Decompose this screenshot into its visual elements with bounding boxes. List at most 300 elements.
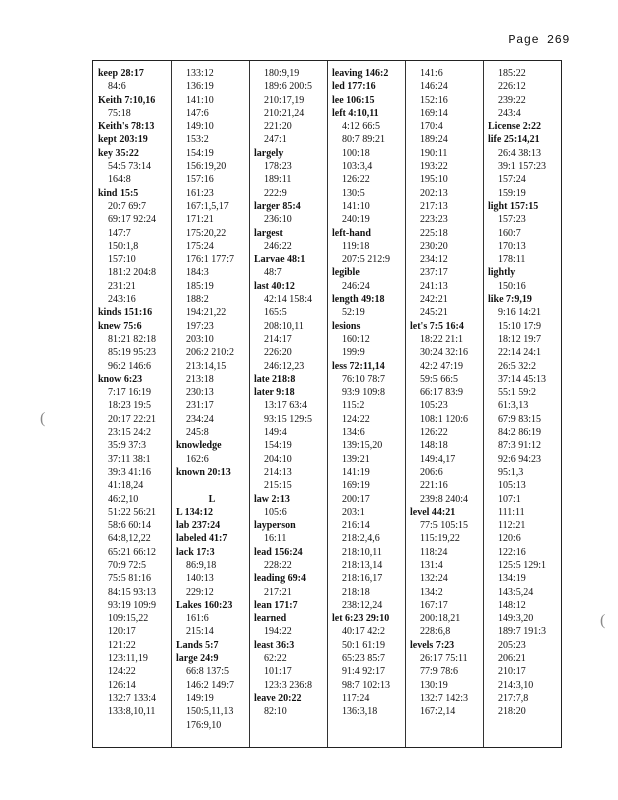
page-reference: 141:6 xyxy=(420,68,443,79)
page-reference: 230:13 xyxy=(186,387,214,399)
page-reference: 126:22 xyxy=(342,174,370,186)
index-column-5 xyxy=(410,67,482,743)
page-reference: 208:10,11 xyxy=(264,320,304,332)
page-reference: 156:19,20 xyxy=(186,161,227,173)
page-reference: 217:7,8 xyxy=(498,692,529,704)
page-reference: 150:5,11,13 xyxy=(186,706,234,718)
page-reference: 105:23 xyxy=(420,400,448,412)
page-reference: 180:9,19 xyxy=(264,68,300,79)
page-reference: 126:14 xyxy=(108,679,136,691)
page-reference: 149:19 xyxy=(186,692,214,704)
page-reference: 162:6 xyxy=(186,453,209,465)
page-reference: 26:4 38:13 xyxy=(498,147,542,159)
page-reference: 175:24 xyxy=(186,240,214,252)
page-reference: 246:24 xyxy=(342,280,370,292)
index-term: L 134:12 xyxy=(176,506,213,518)
page-reference: 236:10 xyxy=(264,214,292,226)
page-reference: 181:2 204:8 xyxy=(108,267,157,279)
page-reference: 147:6 xyxy=(186,107,209,119)
page-reference: 141:10 xyxy=(342,200,370,212)
page-reference: 234:12 xyxy=(420,254,448,266)
index-term: last 40:12 xyxy=(254,280,295,292)
page-reference: 13:17 63:4 xyxy=(264,400,308,412)
index-term: levels 7:23 xyxy=(410,639,455,651)
page-reference: 86:9,18 xyxy=(186,559,217,571)
page-reference: 241:13 xyxy=(420,280,448,292)
page-reference: 75:5 81:16 xyxy=(108,573,152,585)
page-reference: 214:17 xyxy=(264,333,292,345)
page-reference: 221:20 xyxy=(264,121,292,133)
page-reference: 107:1 xyxy=(498,493,521,505)
page-reference: 65:21 66:12 xyxy=(108,546,157,558)
page-reference: 64:8,12,22 xyxy=(108,533,151,545)
page-reference: 178:23 xyxy=(264,161,292,173)
page-reference xyxy=(176,479,248,492)
page-reference: 218:10,11 xyxy=(342,546,382,558)
page-reference: 123:3 236:8 xyxy=(264,679,313,691)
page-reference: 189:11 xyxy=(264,174,292,186)
page-reference: 37:11 38:1 xyxy=(108,453,151,465)
page-reference: 213:18 xyxy=(186,373,214,385)
page-reference: 228:6,8 xyxy=(420,626,451,638)
index-term: let 6:23 29:10 xyxy=(332,613,390,625)
page-reference: 20:7 69:7 xyxy=(108,200,147,212)
page-reference: 77:9 78:6 xyxy=(420,666,459,678)
index-term: like 7:9,19 xyxy=(488,294,532,306)
index-term: least 36:3 xyxy=(254,639,295,651)
index-term: life 25:14,21 xyxy=(488,134,540,146)
page-reference: 231:17 xyxy=(186,400,214,412)
index-term: largest xyxy=(254,227,283,239)
page-reference: 218:16,17 xyxy=(342,573,383,585)
page-reference: 222:9 xyxy=(264,187,287,199)
page-reference: 93:15 129:5 xyxy=(264,413,313,425)
column-divider xyxy=(483,61,484,747)
page-reference: 189:7 191:3 xyxy=(498,626,547,638)
index-term: late 218:8 xyxy=(254,373,296,385)
page-reference: 149:4 xyxy=(264,427,287,439)
page-reference: 154:19 xyxy=(264,440,292,452)
page-reference: 143:5,24 xyxy=(498,586,534,598)
page-reference: 206:6 xyxy=(420,466,443,478)
page-reference: 15:10 17:9 xyxy=(498,320,542,332)
margin-scan-mark: ( xyxy=(40,410,46,427)
page-reference: 218:2,4,6 xyxy=(342,533,380,545)
page-reference: 243:4 xyxy=(498,107,521,119)
page-reference: 139:21 xyxy=(342,453,370,465)
page-reference: 185:22 xyxy=(498,68,526,79)
page-reference: 247:1 xyxy=(264,134,287,146)
index-term: learned xyxy=(254,613,287,625)
page-reference: 126:22 xyxy=(420,427,448,439)
index-term: light 157:15 xyxy=(488,200,539,212)
page-reference: 225:18 xyxy=(420,227,448,239)
page-reference: 150:16 xyxy=(498,280,526,292)
page-reference: 153:2 xyxy=(186,134,209,146)
page-reference: 96:2 146:6 xyxy=(108,360,152,372)
page-reference: 39:1 157:23 xyxy=(498,161,547,173)
page-reference: 185:19 xyxy=(186,280,214,292)
page-reference: 69:17 92:24 xyxy=(108,214,157,226)
index-term: less 72:11,14 xyxy=(332,360,385,372)
page-reference: 103:3,4 xyxy=(342,161,373,173)
page-reference: 239:8 240:4 xyxy=(420,493,469,505)
index-term: let's 7:5 16:4 xyxy=(410,320,464,332)
index-term: lean 171:7 xyxy=(254,599,298,611)
page-reference: 237:17 xyxy=(420,267,448,279)
page-reference: 125:5 129:1 xyxy=(498,559,547,571)
page-reference: 42:2 47:19 xyxy=(420,360,464,372)
page-reference: 157:24 xyxy=(498,174,526,186)
page-reference: 131:4 xyxy=(420,559,443,571)
index-term: lesions xyxy=(332,320,361,332)
page-reference: 213:14,15 xyxy=(186,360,227,372)
page-reference: 161:23 xyxy=(186,187,214,199)
page-reference: 133:8,10,11 xyxy=(108,706,156,718)
index-term: led 177:16 xyxy=(332,81,376,93)
page-reference: 40:17 42:2 xyxy=(342,626,386,638)
page-reference: 124:22 xyxy=(342,413,370,425)
index-column-1 xyxy=(98,67,170,743)
page-reference: 105:6 xyxy=(264,506,287,518)
page-reference: 18:12 19:7 xyxy=(498,333,542,345)
page-reference: 230:20 xyxy=(420,240,448,252)
page-reference: 218:20 xyxy=(498,706,526,718)
page-reference: 81:21 82:18 xyxy=(108,333,157,345)
page-reference: 70:9 72:5 xyxy=(108,559,147,571)
page-reference: 229:12 xyxy=(186,586,214,598)
column-divider xyxy=(249,61,250,747)
page-reference: 109:15,22 xyxy=(108,613,149,625)
page-reference: 58:6 60:14 xyxy=(108,520,152,532)
page-reference: 240:19 xyxy=(342,214,370,226)
page-reference: 42:14 158:4 xyxy=(264,294,313,306)
column-divider xyxy=(327,61,328,747)
page-reference: 193:22 xyxy=(420,161,448,173)
page-reference: 51:22 56:21 xyxy=(108,506,157,518)
page-reference: 117:24 xyxy=(342,692,370,704)
page-reference: 200:18,21 xyxy=(420,613,461,625)
page-reference: 152:16 xyxy=(420,94,448,106)
index-term: lee 106:15 xyxy=(332,94,375,106)
page-reference: 76:10 78:7 xyxy=(342,373,386,385)
page-reference: 160:7 xyxy=(498,227,521,239)
page-reference: 120:6 xyxy=(498,533,521,545)
page-reference: 242:21 xyxy=(420,294,448,306)
page-reference: 228:22 xyxy=(264,559,292,571)
page-reference: 130:19 xyxy=(420,679,448,691)
index-term: leaving 146:2 xyxy=(332,68,389,79)
page-reference: 206:21 xyxy=(498,653,526,665)
page-reference: 205:23 xyxy=(498,639,526,651)
page-reference: 218:18 xyxy=(342,586,370,598)
index-term: left-hand xyxy=(332,227,371,239)
page-reference: 134:19 xyxy=(498,573,526,585)
page-reference: 132:24 xyxy=(420,573,448,585)
page-reference: 98:7 102:13 xyxy=(342,679,391,691)
page-reference: 246:12,23 xyxy=(264,360,305,372)
page-reference: 136:19 xyxy=(186,81,214,93)
page-reference: 169:19 xyxy=(342,480,370,492)
page-reference: 136:3,18 xyxy=(342,706,378,718)
page-reference: 134:2 xyxy=(420,586,443,598)
page-reference: 105:13 xyxy=(498,480,526,492)
page-reference: 167:1,5,17 xyxy=(186,200,229,212)
page-reference: 218:13,14 xyxy=(342,559,383,571)
page-reference: 115:2 xyxy=(342,400,365,412)
page-reference: 93:19 109:9 xyxy=(108,599,157,611)
index-term: kept 203:19 xyxy=(98,134,148,146)
page-reference: 133:12 xyxy=(186,68,214,79)
page-reference: 132:7 133:4 xyxy=(108,692,157,704)
page-reference: 37:14 45:13 xyxy=(498,373,547,385)
index-term: Larvae 48:1 xyxy=(254,254,306,266)
page-reference: 121:22 xyxy=(108,639,136,651)
page-reference: 130:5 xyxy=(342,187,365,199)
page-reference: 160:12 xyxy=(342,333,370,345)
page-reference: 210:17,19 xyxy=(264,94,305,106)
page-reference: 238:12,24 xyxy=(342,599,383,611)
page-reference: 93:9 109:8 xyxy=(342,387,386,399)
page-reference: 141:10 xyxy=(186,94,214,106)
index-term: leave 20:22 xyxy=(254,692,302,704)
page-reference: 23:15 24:2 xyxy=(108,427,152,439)
page-reference: 59:5 66:5 xyxy=(420,373,459,385)
page-reference: 171:21 xyxy=(186,214,214,226)
index-term: key 35:22 xyxy=(98,147,139,159)
page-reference: 197:23 xyxy=(186,320,214,332)
index-term: legible xyxy=(332,267,360,279)
page-reference: 54:5 73:14 xyxy=(108,161,152,173)
page-reference: 7:17 16:19 xyxy=(108,387,152,399)
index-term: lab 237:24 xyxy=(176,520,221,532)
page-reference: 234:24 xyxy=(186,413,214,425)
page-reference: 61:3,13 xyxy=(498,400,529,412)
page-reference: 149:4,17 xyxy=(420,453,456,465)
page-reference: 203:10 xyxy=(186,333,214,345)
page-reference: 148:12 xyxy=(498,599,526,611)
page-reference: 190:11 xyxy=(420,147,448,159)
page-reference: 80:7 89:21 xyxy=(342,134,386,146)
index-term: know 6:23 xyxy=(98,373,143,385)
page-reference: 22:14 24:1 xyxy=(498,347,542,359)
index-term: known 20:13 xyxy=(176,466,231,478)
index-term: Keith 7:10,16 xyxy=(98,94,156,106)
page-reference: 195:10 xyxy=(420,174,448,186)
page-reference: 101:17 xyxy=(264,666,292,678)
page-reference: 206:2 210:2 xyxy=(186,347,235,359)
page-reference: 245:21 xyxy=(420,307,448,319)
page-reference: 178:11 xyxy=(498,254,526,266)
page-reference: 9:16 14:21 xyxy=(498,307,542,319)
page-reference: 134:6 xyxy=(342,427,365,439)
page-reference: 202:13 xyxy=(420,187,448,199)
page-reference: 84:6 xyxy=(108,81,126,93)
page-reference: 111:11 xyxy=(498,506,525,518)
page-reference: 170:4 xyxy=(420,121,443,133)
page-reference: 246:22 xyxy=(264,240,292,252)
page-reference: 95:1,3 xyxy=(498,466,524,478)
page-reference: 75:18 xyxy=(108,107,131,119)
page-reference: 245:8 xyxy=(186,427,209,439)
page-reference: 52:19 xyxy=(342,307,365,319)
page-reference: 210:21,24 xyxy=(264,107,305,119)
page-reference: 149:10 xyxy=(186,121,214,133)
page-reference: 175:20,22 xyxy=(186,227,227,239)
page-reference: 84:2 86:19 xyxy=(498,427,542,439)
index-column-2 xyxy=(176,67,248,743)
page-reference: 159:19 xyxy=(498,187,526,199)
page-reference: 122:16 xyxy=(498,546,526,558)
index-term: large 24:9 xyxy=(176,653,219,665)
page-reference: 169:14 xyxy=(420,107,448,119)
index-term: Keith's 78:13 xyxy=(98,121,155,133)
index-term: labeled 41:7 xyxy=(176,533,228,545)
index-column-3 xyxy=(254,67,326,743)
page-reference: 157:23 xyxy=(498,214,526,226)
page-reference: 146:24 xyxy=(420,81,448,93)
page-reference: 41:18,24 xyxy=(108,480,144,492)
page-reference: 188:2 xyxy=(186,294,209,306)
page-reference: 87:3 91:12 xyxy=(498,440,542,452)
page-reference: 112:21 xyxy=(498,520,526,532)
page-reference: 147:7 xyxy=(108,227,131,239)
page-reference: 231:21 xyxy=(108,280,136,292)
index-term: largely xyxy=(254,147,284,159)
page-reference: 26:17 75:11 xyxy=(420,653,468,665)
page-reference: 217:13 xyxy=(420,200,448,212)
page-reference: 194:22 xyxy=(264,626,292,638)
page-reference: 55:1 59:2 xyxy=(498,387,537,399)
page-reference: 207:5 212:9 xyxy=(342,254,391,266)
index-term: lead 156:24 xyxy=(254,546,303,558)
page-reference: 226:12 xyxy=(498,81,526,93)
page-reference: 167:2,14 xyxy=(420,706,456,718)
page-reference: 119:18 xyxy=(342,240,370,252)
page-reference: 216:14 xyxy=(342,520,370,532)
column-divider xyxy=(405,61,406,747)
page-reference: 35:9 37:3 xyxy=(108,440,147,452)
page-reference: 46:2,10 xyxy=(108,493,139,505)
page-reference: 154:19 xyxy=(186,147,214,159)
index-term: leading 69:4 xyxy=(254,573,306,585)
index-term: keep 28:17 xyxy=(98,68,144,79)
page-reference: 200:17 xyxy=(342,493,370,505)
index-term: level 44:21 xyxy=(410,506,456,518)
page-reference: 91:4 92:17 xyxy=(342,666,386,678)
page-reference: 170:13 xyxy=(498,240,526,252)
page-reference: 85:19 95:23 xyxy=(108,347,157,359)
page-reference: 141:19 xyxy=(342,466,370,478)
page-reference: 199:9 xyxy=(342,347,365,359)
page-reference: 150:1,8 xyxy=(108,240,139,252)
section-letter: L xyxy=(208,493,216,505)
page-reference: 100:18 xyxy=(342,147,370,159)
page-reference: 139:15,20 xyxy=(342,440,383,452)
column-divider xyxy=(171,61,172,747)
page-reference: 18:23 19:5 xyxy=(108,400,152,412)
page-reference: 189:24 xyxy=(420,134,448,146)
page-reference: 243:16 xyxy=(108,294,136,306)
index-column-4 xyxy=(332,67,404,743)
page-reference: 18:22 21:1 xyxy=(420,333,464,345)
page-reference: 39:3 41:16 xyxy=(108,466,152,478)
index-term: lack 17:3 xyxy=(176,546,215,558)
page-reference: 118:24 xyxy=(420,546,448,558)
page-reference: 65:23 85:7 xyxy=(342,653,386,665)
page-reference: 203:1 xyxy=(342,506,365,518)
page-reference: 165:5 xyxy=(264,307,287,319)
page-reference: 148:18 xyxy=(420,440,448,452)
index-term: kinds 151:16 xyxy=(98,307,153,319)
page-reference: 221:16 xyxy=(420,480,448,492)
page-reference: 214:13 xyxy=(264,466,292,478)
page-reference: 140:13 xyxy=(186,573,214,585)
page-reference: 217:21 xyxy=(264,586,292,598)
page-reference: 77:5 105:15 xyxy=(420,520,469,532)
page-reference: 82:10 xyxy=(264,706,287,718)
page-reference: 4:12 66:5 xyxy=(342,121,381,133)
page-reference: 167:17 xyxy=(420,599,448,611)
page-reference: 194:21,22 xyxy=(186,307,227,319)
page-reference: 239:22 xyxy=(498,94,526,106)
page-reference: 48:7 xyxy=(264,267,282,279)
page-reference: 26:5 32:2 xyxy=(498,360,537,372)
index-term: Lakes 160:23 xyxy=(176,599,233,611)
index-term: left 4:10,11 xyxy=(332,107,379,119)
page-reference: 16:11 xyxy=(264,533,287,545)
index-term: Lands 5:7 xyxy=(176,639,219,651)
index-term: later 9:18 xyxy=(254,387,295,399)
page-reference: 124:22 xyxy=(108,666,136,678)
page-reference: 20:17 22:21 xyxy=(108,413,157,425)
word-index-table xyxy=(92,60,562,748)
page-number: Page 269 xyxy=(508,33,570,47)
margin-scan-mark: ( xyxy=(600,612,606,629)
page-reference: 108:1 120:6 xyxy=(420,413,469,425)
page-reference: 215:15 xyxy=(264,480,292,492)
index-term: kind 15:5 xyxy=(98,187,139,199)
page-reference: 210:17 xyxy=(498,666,526,678)
index-term: larger 85:4 xyxy=(254,200,301,212)
index-column-6 xyxy=(488,67,560,743)
page-reference: 157:10 xyxy=(108,254,136,266)
page-reference: 123:11,19 xyxy=(108,653,148,665)
page-reference: 120:17 xyxy=(108,626,136,638)
page-reference: 204:10 xyxy=(264,453,292,465)
page-reference: 161:6 xyxy=(186,613,209,625)
page-reference: 214:3,10 xyxy=(498,679,534,691)
page-reference: 184:3 xyxy=(186,267,209,279)
page-reference: 223:23 xyxy=(420,214,448,226)
page-reference: 157:16 xyxy=(186,174,214,186)
page-reference: 149:3,20 xyxy=(498,613,534,625)
page-reference: 30:24 32:16 xyxy=(420,347,469,359)
page-reference: 115:19,22 xyxy=(420,533,460,545)
page-reference: 66:17 83:9 xyxy=(420,387,464,399)
page-reference: 84:15 93:13 xyxy=(108,586,157,598)
page-reference: 226:20 xyxy=(264,347,292,359)
page-reference: 189:6 200:5 xyxy=(264,81,313,93)
page-reference: 50:1 61:19 xyxy=(342,639,386,651)
index-term: lightly xyxy=(488,267,516,279)
index-term: License 2:22 xyxy=(488,121,542,133)
page-reference: 146:2 149:7 xyxy=(186,679,235,691)
page-reference: 62:22 xyxy=(264,653,287,665)
index-term: law 2:13 xyxy=(254,493,290,505)
page-reference: 67:9 83:15 xyxy=(498,413,542,425)
page-reference: 176:9,10 xyxy=(186,719,222,731)
